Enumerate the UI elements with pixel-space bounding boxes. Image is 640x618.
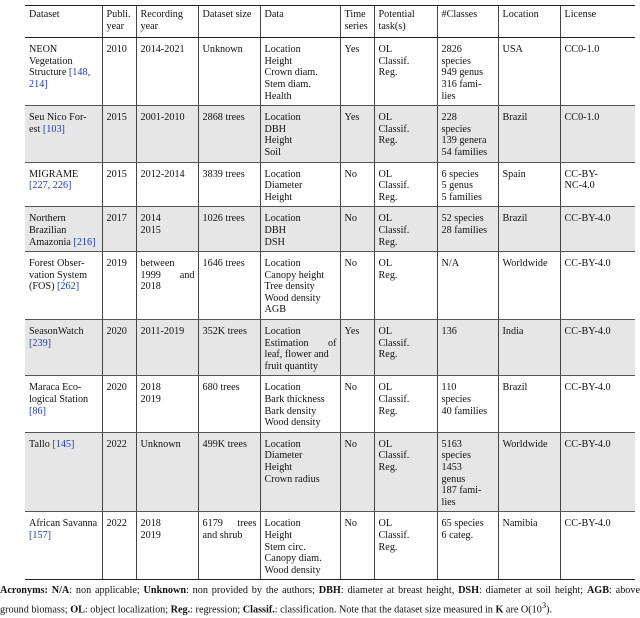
dataset-name-part: est	[29, 123, 41, 135]
caption-part: DBH	[318, 585, 341, 596]
header-row	[25, 6, 635, 38]
citation-link[interactable]: [227, 226]	[29, 180, 72, 192]
caption-part: are O(10	[503, 604, 542, 616]
header-dataset-size: Dataset size	[198, 6, 260, 38]
task-line: Reg.	[378, 191, 398, 203]
location-cell: Brazil	[498, 376, 560, 432]
dataset-size-line: 2868 trees	[202, 112, 245, 124]
caption-part: : regression;	[190, 604, 243, 616]
task-line: OL	[378, 44, 393, 56]
dataset-name-part: Vegetation	[29, 55, 73, 67]
citation-link[interactable]: [216]	[73, 236, 96, 248]
table-row	[25, 207, 635, 252]
recording-year-line: 2019	[140, 529, 161, 541]
dataset-size-line: 6179 trees	[202, 518, 257, 530]
license-cell	[560, 320, 635, 376]
dataset-size-line: 680 trees	[202, 382, 240, 394]
dataset-cell	[25, 162, 102, 207]
dataset-size-cell	[198, 38, 260, 106]
classes-line: 228	[441, 112, 457, 124]
license-cell	[560, 376, 635, 432]
data-field-line: DSH	[264, 236, 285, 248]
table-row	[25, 512, 635, 580]
citation-link[interactable]: [239]	[29, 337, 52, 349]
citation-link[interactable]: [145]	[52, 438, 75, 450]
dataset-cell	[25, 512, 102, 580]
classes-line: 5 genus	[441, 180, 473, 192]
table-row	[25, 320, 635, 376]
dataset-name-part: SeasonWatch	[29, 326, 84, 338]
citation-link[interactable]: [86]	[29, 405, 46, 417]
task-line: Reg.	[378, 135, 398, 147]
data-field-line: Canopy height	[264, 269, 325, 281]
license-line: CC-BY-4.0	[564, 438, 611, 450]
location-cell: Spain	[498, 162, 560, 207]
classes-line: 316 fami-	[441, 78, 482, 90]
classes-line: 136	[441, 326, 457, 338]
recording-year-cell	[136, 320, 198, 376]
caption-part: : diameter at soil height;	[479, 585, 587, 596]
table-row	[25, 376, 635, 432]
recording-year-line: between	[140, 258, 175, 270]
data-field-line: Wood density	[264, 564, 321, 576]
dataset-cell	[25, 320, 102, 376]
license-cell	[560, 106, 635, 162]
data-field-line: DBH	[264, 123, 287, 135]
classes-line: 2826	[441, 44, 462, 56]
recording-year-line: 1999 and	[140, 269, 195, 281]
header-time-series: Time series	[340, 6, 374, 38]
publi-year-cell: 2019	[102, 252, 136, 320]
dataset-cell	[25, 376, 102, 432]
data-field-line: Height	[264, 191, 293, 203]
caption-part: N/A	[51, 585, 70, 596]
potential-tasks-cell	[374, 320, 437, 376]
publi-year-cell: 2010	[102, 38, 136, 106]
classes-line: 5 families	[441, 191, 482, 203]
task-line: OL	[378, 112, 393, 124]
recording-year-cell	[136, 38, 198, 106]
data-field-line: Height	[264, 55, 293, 67]
license-line: CC0-1.0	[564, 112, 600, 124]
classes-cell	[437, 512, 498, 580]
recording-year-cell	[136, 252, 198, 320]
caption-part: AGB	[586, 585, 610, 596]
classes-cell	[437, 106, 498, 162]
caption-part: Reg.	[170, 604, 191, 616]
header-license: License	[560, 6, 635, 38]
task-line: Reg.	[378, 462, 398, 473]
license-line: CC-BY-	[564, 168, 598, 180]
data-cell	[260, 512, 340, 580]
task-line: OL	[378, 438, 393, 450]
time-series-cell: No	[340, 252, 374, 320]
data-cell	[260, 106, 340, 162]
dataset-size-cell	[198, 432, 260, 512]
caption-part: Unknown	[143, 585, 187, 596]
time-series-cell: No	[340, 512, 374, 580]
task-line: OL	[378, 326, 393, 338]
task-line: OL	[378, 382, 393, 394]
classes-line: 6 species	[441, 168, 479, 180]
classes-line: 54 families	[441, 146, 488, 158]
task-line: Classif.	[378, 123, 410, 135]
classes-line: 6 categ.	[441, 529, 474, 541]
classes-line: 40 families	[441, 405, 488, 417]
task-line: Classif.	[378, 55, 410, 67]
task-line: Reg.	[378, 236, 398, 248]
license-line: CC-BY-4.0	[564, 213, 611, 225]
task-line: OL	[378, 168, 393, 180]
data-cell	[260, 376, 340, 432]
table-row	[25, 432, 635, 512]
citation-link[interactable]: [157]	[29, 529, 52, 541]
dataset-name-part: (FOS)	[29, 281, 55, 293]
location-cell: Namibia	[498, 512, 560, 580]
dataset-name-part: Savanna	[62, 518, 98, 530]
license-line: CC-BY-4.0	[564, 518, 611, 530]
caption-part: : object localization;	[84, 604, 171, 616]
data-field-line: fruit quantity	[264, 360, 318, 372]
caption-part: K	[495, 604, 504, 616]
header-classes: #Classes	[437, 6, 498, 38]
license-cell	[560, 432, 635, 512]
license-cell	[560, 252, 635, 320]
potential-tasks-cell	[374, 512, 437, 580]
license-cell	[560, 162, 635, 207]
data-field-line: DBH	[264, 224, 287, 236]
dataset-name-part: Northern	[29, 213, 66, 225]
data-field-line: Location	[264, 382, 301, 394]
potential-tasks-cell	[374, 38, 437, 106]
data-field-line: Location	[264, 168, 301, 180]
citation-link[interactable]: [148, 214]	[29, 67, 91, 90]
dataset-name-part: Seu Nico For-	[29, 112, 87, 124]
header-recording-year: Recording year	[136, 6, 198, 38]
classes-line: 5163	[441, 438, 462, 450]
potential-tasks-cell	[374, 376, 437, 432]
data-field-line: Height	[264, 135, 293, 147]
classes-line: lies	[441, 90, 456, 102]
data-field-line: Health	[264, 90, 292, 102]
table-row	[25, 162, 635, 207]
dataset-size-cell	[198, 512, 260, 580]
data-cell	[260, 432, 340, 512]
data-field-line: Crown radius	[264, 473, 320, 485]
dataset-size-line: 352K trees	[202, 326, 247, 338]
dataset-size-cell	[198, 376, 260, 432]
classes-line: 28 families	[441, 224, 488, 236]
time-series-cell: No	[340, 376, 374, 432]
publi-year-cell: 2017	[102, 207, 136, 252]
dataset-name-part: Brazilian	[29, 224, 67, 236]
header-potential-tasks: Potential task(s)	[374, 6, 437, 38]
data-cell	[260, 162, 340, 207]
dataset-name-part: Forest Obser-	[29, 258, 85, 270]
task-line: Reg.	[378, 541, 398, 553]
classes-line: 187 fami-	[441, 485, 482, 497]
classes-line: 139 genera	[441, 135, 487, 147]
dataset-size-cell	[198, 106, 260, 162]
table-row	[25, 252, 635, 320]
location-cell: India	[498, 320, 560, 376]
dataset-name-part: African	[29, 518, 61, 530]
license-cell	[560, 512, 635, 580]
task-line: OL	[378, 213, 393, 225]
classes-line: N/A	[441, 258, 460, 270]
dataset-size-cell	[198, 207, 260, 252]
dataset-name-part: Tallo	[29, 438, 50, 450]
recording-year-cell	[136, 162, 198, 207]
task-line: Classif.	[378, 394, 410, 406]
data-field-line: Location	[264, 258, 301, 270]
recording-year-cell	[136, 207, 198, 252]
task-line: Classif.	[378, 450, 410, 462]
dataset-size-line: 499K trees	[202, 438, 247, 450]
data-field-line: leaf, flower and	[264, 349, 329, 361]
dataset-cell	[25, 207, 102, 252]
publi-year-cell: 2022	[102, 432, 136, 512]
dataset-size-line: 3839 trees	[202, 168, 245, 180]
data-field-line: Stem circ.	[264, 541, 306, 553]
dataset-cell	[25, 106, 102, 162]
location-cell: Worldwide	[498, 432, 560, 512]
dataset-name-part: Maraca Eco-	[29, 382, 82, 394]
header-publi-year: Publi. year	[102, 6, 136, 38]
dataset-table	[25, 5, 635, 580]
license-line: CC-BY-4.0	[564, 258, 611, 270]
dataset-name-part: NEON	[29, 44, 58, 56]
dataset-cell	[25, 38, 102, 106]
classes-line: species	[441, 123, 471, 135]
task-line: OL	[378, 258, 393, 270]
dataset-size-cell	[198, 252, 260, 320]
license-line: CC-BY-4.0	[564, 382, 611, 394]
recording-year-line: 2018	[140, 382, 161, 394]
location-cell: Worldwide	[498, 252, 560, 320]
data-cell	[260, 252, 340, 320]
dataset-name-part: MIGRAME	[29, 168, 79, 180]
table-caption	[0, 583, 640, 617]
task-line: Reg.	[378, 349, 398, 361]
classes-line: species	[441, 450, 471, 462]
task-line: Classif.	[378, 529, 410, 541]
time-series-cell: No	[340, 162, 374, 207]
caption-part: 3	[541, 600, 547, 610]
dataset-size-cell	[198, 162, 260, 207]
data-field-line: Estimation of	[264, 337, 337, 349]
header-location: Location	[498, 6, 560, 38]
data-field-line: Bark thickness	[264, 394, 325, 406]
publi-year-cell: 2022	[102, 512, 136, 580]
caption-part: ).	[546, 604, 553, 616]
location-cell: Brazil	[498, 106, 560, 162]
publi-year-cell: 2020	[102, 376, 136, 432]
dataset-size-line: Unknown	[202, 44, 243, 56]
dataset-size-cell	[198, 320, 260, 376]
caption-part: : above ground biomass;	[0, 585, 640, 616]
classes-line: 110	[441, 382, 457, 394]
license-cell	[560, 207, 635, 252]
location-cell: USA	[498, 38, 560, 106]
recording-year-line: Unknown	[140, 438, 181, 450]
time-series-cell: Yes	[340, 320, 374, 376]
table-row	[25, 38, 635, 106]
classes-line: 65 species	[441, 518, 484, 530]
task-line: Reg.	[378, 67, 398, 79]
potential-tasks-cell	[374, 432, 437, 512]
data-field-line: Bark density	[264, 405, 317, 417]
time-series-cell: No	[340, 207, 374, 252]
license-cell	[560, 38, 635, 106]
data-field-line: Crown diam.	[264, 67, 318, 79]
recording-year-line: 2018	[140, 518, 161, 530]
header-data: Data	[260, 6, 340, 38]
publi-year-cell: 2015	[102, 162, 136, 207]
recording-year-cell	[136, 432, 198, 512]
dataset-cell	[25, 432, 102, 512]
recording-year-line: 2001-2010	[140, 112, 185, 124]
classes-line: lies	[441, 496, 456, 508]
classes-cell	[437, 207, 498, 252]
caption-part: : non provided by the authors;	[186, 585, 319, 596]
license-line: NC-4.0	[564, 180, 595, 192]
recording-year-cell	[136, 512, 198, 580]
table-body	[25, 38, 635, 580]
data-field-line: Soil	[264, 146, 281, 158]
time-series-cell: Yes	[340, 106, 374, 162]
dataset-size-line: 1026 trees	[202, 213, 245, 225]
classes-line: species	[441, 55, 471, 67]
data-field-line: Location	[264, 326, 301, 338]
recording-year-line: 2019	[140, 394, 161, 406]
data-cell	[260, 320, 340, 376]
classes-cell	[437, 252, 498, 320]
classes-cell	[437, 162, 498, 207]
time-series-cell: Yes	[340, 38, 374, 106]
data-field-line: AGB	[264, 304, 287, 316]
caption-part: : non applicable;	[69, 585, 144, 596]
data-field-line: Canopy diam.	[264, 553, 322, 565]
classes-cell	[437, 432, 498, 512]
task-line: Reg.	[378, 405, 398, 417]
dataset-size-line: and shrub	[202, 529, 243, 541]
data-field-line: Height	[264, 462, 293, 473]
caption-part: OL	[70, 604, 85, 616]
data-field-line: Location	[264, 44, 301, 56]
caption-part: : classification. Note that the dataset size measured in	[274, 604, 496, 616]
task-line: Classif.	[378, 337, 410, 349]
data-field-line: Location	[264, 518, 301, 530]
data-field-line: Tree density	[264, 281, 315, 293]
header-dataset: Dataset	[25, 6, 102, 38]
classes-cell	[437, 38, 498, 106]
caption-part: DSH	[458, 585, 480, 596]
recording-year-line: 2014	[140, 213, 161, 225]
dataset-name-part: vation System	[29, 269, 88, 281]
task-line: Classif.	[378, 224, 410, 236]
recording-year-cell	[136, 376, 198, 432]
potential-tasks-cell	[374, 162, 437, 207]
data-field-line: Location	[264, 213, 301, 225]
caption-part: : diameter at breast height,	[340, 585, 459, 596]
potential-tasks-cell	[374, 106, 437, 162]
classes-line: 52 species	[441, 213, 484, 225]
recording-year-line: 2011-2019	[140, 326, 185, 338]
citation-link[interactable]: [262]	[57, 281, 80, 293]
time-series-cell: No	[340, 432, 374, 512]
classes-line: genus	[441, 473, 466, 485]
classes-line: 1453	[441, 462, 462, 473]
recording-year-line: 2015	[140, 224, 161, 236]
recording-year-cell	[136, 106, 198, 162]
data-field-line: Location	[264, 112, 301, 124]
publi-year-cell: 2020	[102, 320, 136, 376]
recording-year-line: 2012-2014	[140, 168, 185, 180]
dataset-name-part: Structure	[29, 67, 67, 79]
classes-line: 949 genus	[441, 67, 484, 79]
data-cell	[260, 207, 340, 252]
dataset-name-part: logical Station	[29, 394, 89, 406]
license-line: CC-BY-4.0	[564, 326, 611, 338]
dataset-size-line: 1646 trees	[202, 258, 245, 270]
data-field-line: Wood density	[264, 417, 321, 429]
data-field-line: Height	[264, 529, 293, 541]
data-field-line: Diameter	[264, 180, 303, 192]
caption-part: Classif.	[242, 604, 275, 616]
license-line: CC0-1.0	[564, 44, 600, 56]
classes-line: species	[441, 394, 471, 406]
data-field-line: Wood density	[264, 292, 321, 304]
potential-tasks-cell	[374, 252, 437, 320]
data-field-line: Diameter	[264, 450, 303, 462]
caption-part: Acronyms:	[0, 585, 52, 596]
task-line: Reg.	[378, 269, 398, 281]
recording-year-line: 2014-2021	[140, 44, 185, 56]
task-line: OL	[378, 518, 393, 530]
recording-year-line: 2018	[140, 281, 161, 293]
table-row	[25, 106, 635, 162]
location-cell: Brazil	[498, 207, 560, 252]
data-cell	[260, 38, 340, 106]
dataset-name-part: Amazonia	[29, 236, 71, 248]
dataset-cell	[25, 252, 102, 320]
task-line: Classif.	[378, 180, 410, 192]
citation-link[interactable]: [103]	[42, 123, 65, 135]
classes-cell	[437, 376, 498, 432]
publi-year-cell: 2015	[102, 106, 136, 162]
data-field-line: Location	[264, 438, 301, 450]
potential-tasks-cell	[374, 207, 437, 252]
classes-cell	[437, 320, 498, 376]
data-field-line: Stem diam.	[264, 78, 311, 90]
